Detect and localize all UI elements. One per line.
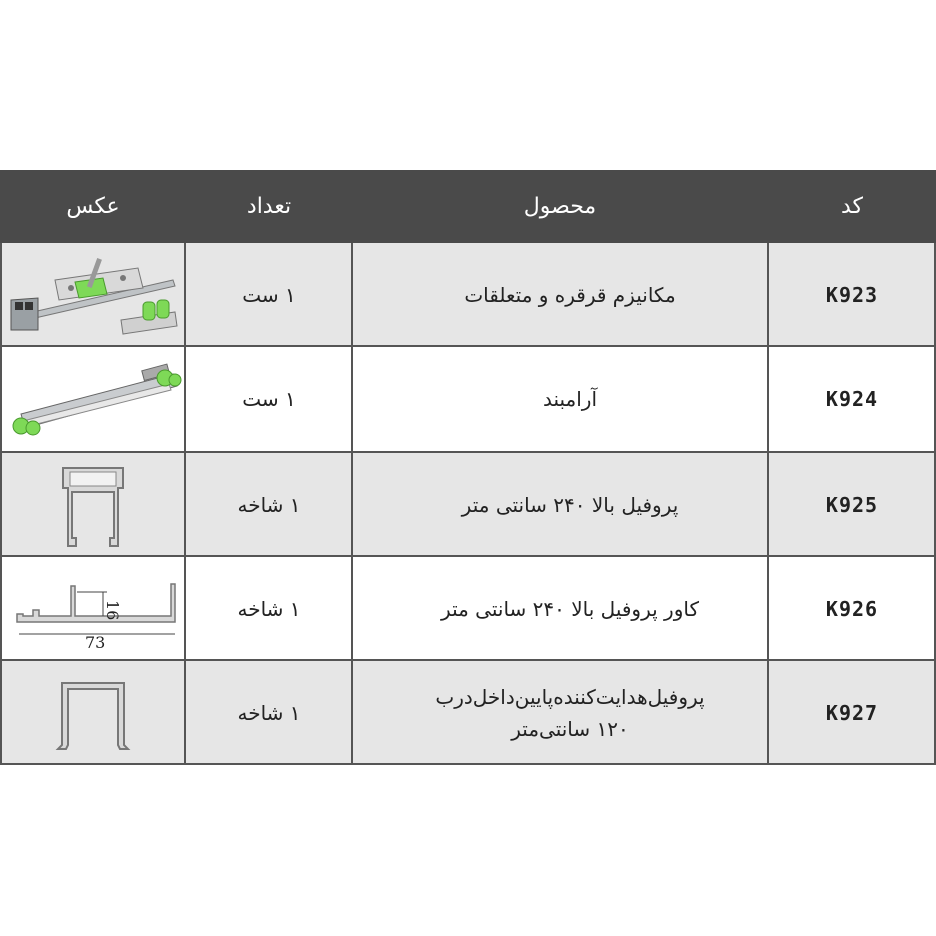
product-code: K924 bbox=[825, 387, 879, 411]
row-divider bbox=[0, 659, 936, 661]
cover-profile-icon bbox=[0, 557, 186, 661]
qty-value: ۱ شاخه bbox=[237, 701, 301, 725]
product-code: K925 bbox=[825, 493, 879, 517]
table-row bbox=[0, 557, 936, 661]
roller-mechanism-icon bbox=[0, 243, 186, 347]
top-profile-icon bbox=[0, 453, 186, 557]
product-code: K927 bbox=[825, 701, 879, 725]
product-name: مکانیزم قرقره و متعلقات bbox=[464, 283, 676, 307]
damper-icon bbox=[0, 347, 186, 451]
product-name bbox=[352, 661, 788, 765]
dim-height-label: 16 bbox=[103, 600, 122, 621]
product-name: پروفیل بالا ۲۴۰ سانتی متر bbox=[461, 493, 679, 517]
row-divider bbox=[0, 451, 936, 453]
row-divider bbox=[0, 555, 936, 557]
table-row bbox=[0, 661, 936, 765]
qty-value: ۱ شاخه bbox=[237, 493, 301, 517]
table-row bbox=[0, 243, 936, 347]
header-photo: عکس bbox=[66, 194, 120, 219]
qty-value: ۱ ست bbox=[242, 387, 296, 411]
dim-width-label: 73 bbox=[85, 633, 106, 652]
column-divider bbox=[351, 243, 353, 765]
row-divider bbox=[0, 345, 936, 347]
product-code: K923 bbox=[825, 283, 879, 307]
table-border-left bbox=[0, 243, 2, 765]
table-header bbox=[0, 170, 936, 243]
qty-value: ۱ شاخه bbox=[237, 597, 301, 621]
product-name: کاور پروفیل بالا ۲۴۰ سانتی متر bbox=[441, 597, 699, 621]
table-row bbox=[0, 453, 936, 557]
qty-value: ۱ ست bbox=[242, 283, 296, 307]
column-divider bbox=[184, 243, 186, 765]
product-name-line1: پروفیل‌هدایت‌کننده‌پایین‌داخل‌درب bbox=[435, 685, 705, 709]
product-code: K926 bbox=[825, 597, 879, 621]
header-qty: تعداد bbox=[246, 194, 292, 219]
header-code: کد bbox=[840, 194, 864, 219]
product-name-line2: ۱۲۰ سانتی‌متر bbox=[511, 717, 629, 741]
column-divider bbox=[767, 243, 769, 765]
header-product: محصول bbox=[523, 194, 597, 219]
row-divider bbox=[0, 763, 936, 765]
product-name: آرامبند bbox=[542, 387, 598, 411]
bottom-guide-profile-icon bbox=[0, 661, 186, 765]
table-row bbox=[0, 347, 936, 451]
